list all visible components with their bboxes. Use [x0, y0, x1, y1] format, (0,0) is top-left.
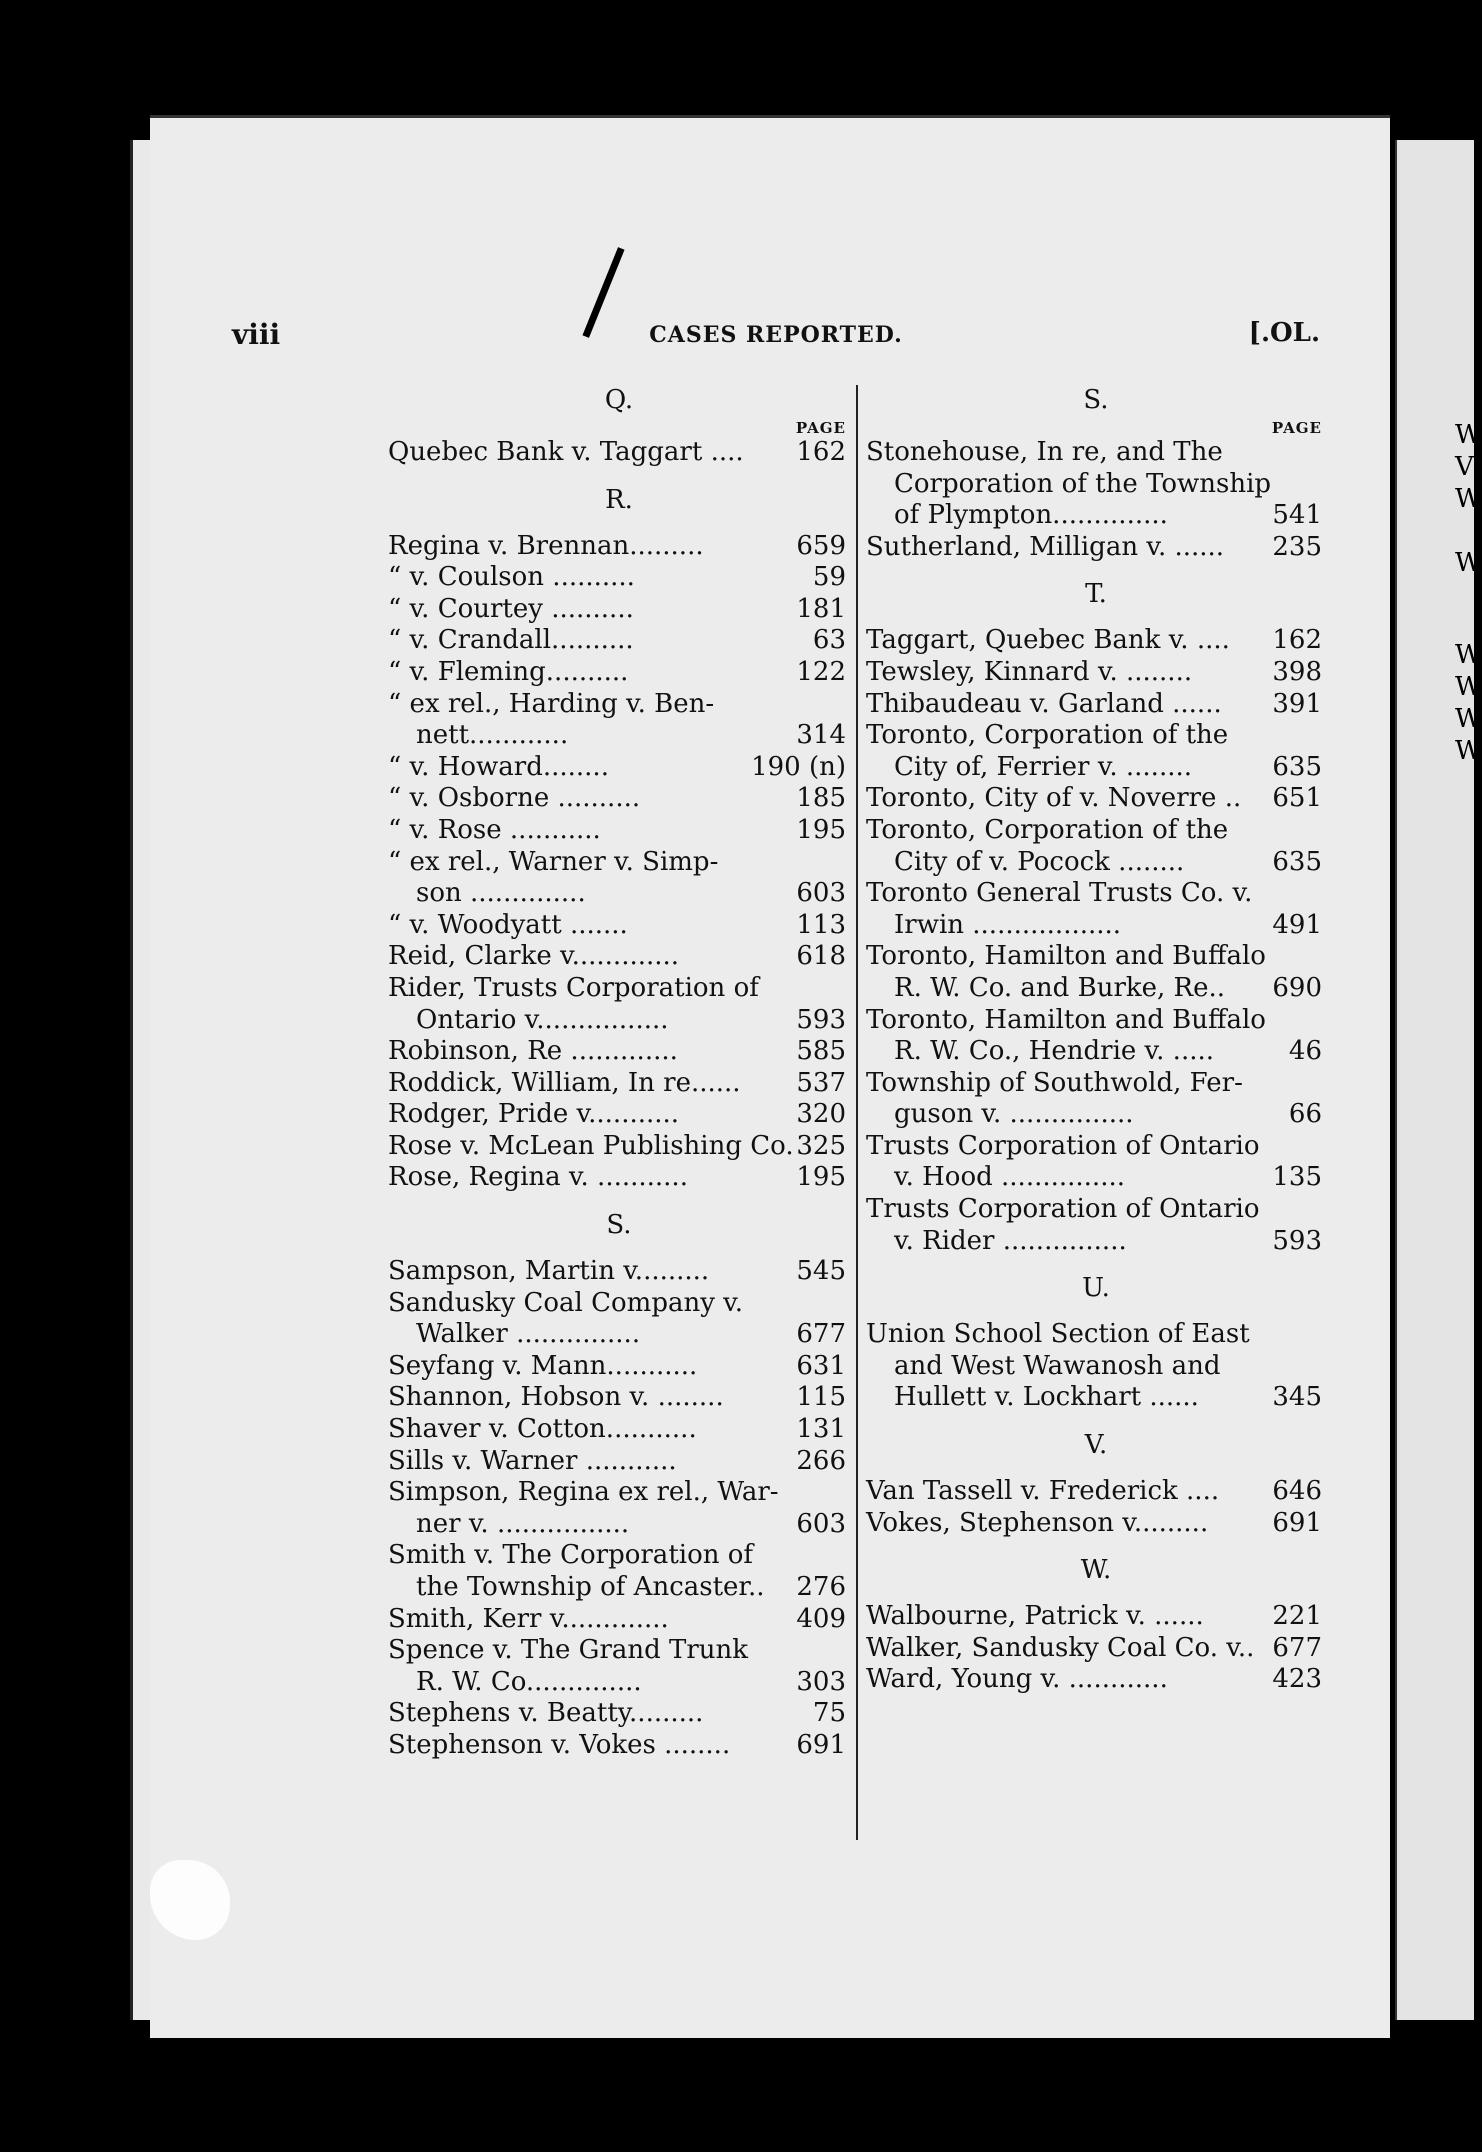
entry-text: Stephenson v. Vokes ........	[388, 1729, 731, 1760]
section-letter: R.	[605, 484, 633, 515]
entry-text: City of, Ferrier v. ........	[894, 751, 1192, 782]
entry-page-number: 491	[1272, 909, 1322, 940]
entry-page-number: 75	[812, 1698, 846, 1729]
adjacent-page-letter: W	[1455, 736, 1482, 766]
entry-page-number: 593	[796, 1004, 846, 1035]
index-entry	[388, 1162, 850, 1194]
index-entry	[388, 1698, 850, 1730]
index-entry	[388, 1446, 850, 1478]
index-entry	[388, 689, 850, 752]
index-entry	[866, 625, 1326, 657]
entry-text: “ v. Howard........	[388, 751, 609, 782]
entry-text: City of v. Pocock ........	[894, 846, 1185, 877]
entry-text: Stonehouse, In re, and The	[866, 437, 1223, 467]
index-entry	[388, 437, 850, 469]
entry-text: Toronto, Corporation of the	[866, 814, 1229, 845]
entry-text: Hullett v. Lockhart ......	[894, 1382, 1199, 1413]
entry-page-number: 651	[1272, 783, 1322, 814]
index-entry	[388, 815, 850, 847]
entry-page-number: 618	[796, 941, 846, 972]
index-entry	[388, 1604, 850, 1636]
index-entry	[388, 1730, 850, 1762]
adjacent-page-letter: W	[1455, 640, 1482, 670]
entry-page-number: 66	[1288, 1099, 1322, 1130]
entry-page-number: 162	[796, 437, 846, 467]
entry-page-number: 63	[812, 625, 846, 656]
entry-text: “ v. Woodyatt .......	[388, 909, 628, 940]
index-entry	[388, 625, 850, 657]
entry-text: son ..............	[416, 878, 586, 909]
entry-text: Smith, Kerr v.............	[388, 1603, 669, 1634]
entry-text: “ v. Coulson ..........	[388, 562, 635, 593]
index-entry	[866, 532, 1326, 564]
entry-page-number: 135	[1272, 1162, 1322, 1193]
index-entry	[866, 657, 1326, 689]
entry-page-number: 537	[796, 1067, 846, 1098]
index-entry	[866, 1601, 1326, 1633]
entry-text: Quebec Bank v. Taggart ....	[388, 437, 744, 467]
entry-page-number: 46	[1288, 1036, 1322, 1067]
index-entry	[388, 1351, 850, 1383]
index-entry	[866, 941, 1326, 1004]
adjacent-page-letter: V	[1455, 452, 1474, 482]
page-number: viii	[232, 318, 281, 351]
entry-text: Corporation of the Township	[894, 468, 1272, 499]
index-entry	[866, 1194, 1326, 1257]
index-entry	[866, 689, 1326, 721]
index-entry	[388, 562, 850, 594]
index-entry	[388, 657, 850, 689]
entry-text: Toronto General Trusts Co. v.	[866, 878, 1253, 909]
left-column	[388, 385, 850, 1762]
entry-page-number: 303	[796, 1666, 846, 1697]
entry-text: Trusts Corporation of Ontario	[866, 1130, 1260, 1161]
entry-text: Union School Section of East	[866, 1319, 1250, 1350]
page-column-label: PAGE	[1271, 419, 1322, 437]
index-entry	[388, 1036, 850, 1068]
index-entry	[866, 437, 1326, 532]
entry-page-number: 115	[796, 1382, 846, 1413]
page-column-label: PAGE	[795, 419, 846, 437]
entry-page-number: 221	[1272, 1601, 1322, 1632]
entry-text: Roddick, William, In re......	[388, 1067, 741, 1098]
entry-text: Regina v. Brennan.........	[388, 530, 704, 561]
index-entry	[388, 752, 850, 784]
entry-text: “ v. Fleming..........	[388, 656, 629, 687]
index-entry	[388, 1099, 850, 1131]
index-entry	[388, 1256, 850, 1288]
entry-text: nett............	[416, 720, 569, 751]
entry-page-number: 423	[1272, 1664, 1322, 1695]
entry-text: and West Wawanosh and	[894, 1350, 1221, 1381]
entry-text: Tewsley, Kinnard v. ........	[866, 656, 1193, 687]
index-entry	[388, 594, 850, 626]
entry-page-number: 320	[796, 1099, 846, 1130]
index-entry	[388, 1477, 850, 1540]
entry-page-number: 603	[796, 878, 846, 909]
index-entry	[388, 1131, 850, 1163]
index-entry	[866, 1476, 1326, 1508]
adjacent-page-letter: W	[1455, 420, 1482, 450]
entry-page-number: 195	[796, 1162, 846, 1193]
entry-text: Toronto, Hamilton and Buffalo	[866, 941, 1266, 972]
entry-text: Township of Southwold, Fer-	[866, 1067, 1243, 1098]
entry-text: Shannon, Hobson v. ........	[388, 1382, 724, 1413]
entry-text: Sills v. Warner ...........	[388, 1445, 677, 1476]
entry-text: Seyfang v. Mann...........	[388, 1350, 698, 1381]
entry-page-number: 276	[796, 1572, 846, 1602]
entry-text: R. W. Co..............	[416, 1666, 642, 1697]
index-entry	[388, 910, 850, 942]
entry-page-number: 409	[796, 1603, 846, 1634]
scan-background	[0, 0, 130, 2152]
index-entry	[866, 1131, 1326, 1194]
entry-text: Van Tassell v. Frederick ....	[866, 1476, 1220, 1507]
entry-text: Shaver v. Cotton...........	[388, 1414, 697, 1445]
index-entry	[388, 973, 850, 1036]
entry-text: Walker, Sandusky Coal Co. v..	[866, 1632, 1255, 1663]
entry-text: Toronto, City of v. Noverre ..	[866, 783, 1242, 814]
entry-page-number: 677	[1272, 1632, 1322, 1663]
section-letter: S.	[606, 1210, 632, 1241]
index-entry	[866, 815, 1326, 878]
entry-page-number: 585	[796, 1036, 846, 1067]
entry-text: Trusts Corporation of Ontario	[866, 1194, 1260, 1225]
entry-text: Vokes, Stephenson v.........	[866, 1507, 1209, 1538]
entry-text: Smith v. The Corporation of	[388, 1540, 754, 1571]
entry-text: Rose v. McLean Publishing Co.	[388, 1130, 794, 1161]
entry-text: Sampson, Martin v.........	[388, 1256, 710, 1287]
entry-text: Ontario v................	[416, 1004, 669, 1035]
entry-page-number: 185	[796, 783, 846, 814]
index-entry	[388, 1382, 850, 1414]
index-entry	[866, 1319, 1326, 1414]
entry-page-number: 541	[1272, 500, 1322, 531]
entry-text: the Township of Ancaster..	[416, 1572, 765, 1602]
entry-text: R. W. Co. and Burke, Re..	[894, 972, 1226, 1003]
adjacent-page-letter: W	[1455, 704, 1482, 734]
index-entry	[866, 783, 1326, 815]
entry-text: Toronto, Corporation of the	[866, 720, 1229, 751]
entry-page-number: 659	[796, 530, 846, 561]
entry-page-number: 593	[1272, 1225, 1322, 1256]
entry-text: v. Hood ...............	[894, 1162, 1125, 1193]
entry-text: Robinson, Re .............	[388, 1036, 678, 1067]
entry-text: “ v. Courtey ..........	[388, 593, 634, 624]
index-entry	[388, 1068, 850, 1100]
entry-text: ner v. ................	[416, 1508, 630, 1539]
entry-text: Taggart, Quebec Bank v. ....	[866, 625, 1230, 656]
entry-page-number: 59	[812, 562, 846, 593]
entry-text: R. W. Co., Hendrie v. .....	[894, 1036, 1214, 1067]
index-entry	[388, 941, 850, 973]
entry-page-number: 545	[796, 1256, 846, 1287]
entry-page-number: 314	[796, 720, 846, 751]
entry-text: “ v. Rose ...........	[388, 814, 601, 845]
running-header	[232, 318, 1320, 358]
entry-text: Thibaudeau v. Garland ......	[866, 688, 1222, 719]
index-entry	[866, 878, 1326, 941]
entry-text: “ v. Crandall..........	[388, 625, 634, 656]
entry-page-number: 325	[796, 1130, 846, 1161]
entry-page-number: 635	[1272, 751, 1322, 782]
entry-text: Stephens v. Beatty.........	[388, 1698, 704, 1729]
entry-text: Spence v. The Grand Trunk	[388, 1635, 749, 1666]
entry-page-number: 635	[1272, 846, 1322, 877]
entry-page-number: 131	[796, 1414, 846, 1445]
entry-page-number: 345	[1272, 1382, 1322, 1413]
entry-page-number: 391	[1272, 688, 1322, 719]
column-head-letter: Q.	[604, 385, 634, 415]
index-entry	[388, 847, 850, 910]
entry-page-number: 190 (n)	[751, 751, 846, 782]
entry-page-number: 677	[796, 1319, 846, 1350]
right-column	[866, 385, 1326, 1696]
index-entry	[866, 720, 1326, 783]
adjacent-page-letter: W	[1455, 672, 1482, 702]
index-entry	[866, 1068, 1326, 1131]
index-entry	[866, 1633, 1326, 1665]
entry-page-number: 603	[796, 1508, 846, 1539]
index-entry	[388, 1288, 850, 1351]
entry-page-number: 266	[796, 1445, 846, 1476]
index-entry	[866, 1005, 1326, 1068]
entry-text: Sutherland, Milligan v. ......	[866, 531, 1225, 562]
index-entry	[388, 783, 850, 815]
adjacent-page-letter: W	[1455, 484, 1482, 514]
index-entry	[388, 531, 850, 563]
column-head-letter: S.	[1083, 385, 1109, 415]
entry-page-number: 690	[1272, 972, 1322, 1003]
entry-page-number: 631	[796, 1350, 846, 1381]
entry-text: Walbourne, Patrick v. ......	[866, 1601, 1204, 1632]
entry-page-number: 195	[796, 814, 846, 845]
section-letter: V.	[1084, 1430, 1108, 1461]
entry-text: Ward, Young v. ............	[866, 1664, 1168, 1695]
entry-page-number: 235	[1272, 531, 1322, 562]
entry-text: of Plympton..............	[894, 500, 1168, 531]
entry-text: v. Rider ...............	[894, 1225, 1127, 1256]
entry-text: Rodger, Pride v...........	[388, 1099, 680, 1130]
entry-page-number: 162	[1272, 625, 1322, 656]
entry-page-number: 691	[796, 1729, 846, 1760]
entry-text: Sandusky Coal Company v.	[388, 1287, 744, 1318]
entry-text: Rider, Trusts Corporation of	[388, 972, 759, 1003]
entry-text: Rose, Regina v. ...........	[388, 1162, 688, 1193]
entry-page-number: 691	[1272, 1507, 1322, 1538]
column-divider	[856, 385, 858, 1840]
entry-text: Irwin ..................	[894, 909, 1122, 940]
index-entry	[866, 1508, 1326, 1540]
index-entry	[388, 1635, 850, 1698]
section-letter: T.	[1085, 579, 1107, 610]
page-title: CASES REPORTED.	[649, 322, 903, 348]
entry-text: Reid, Clarke v.............	[388, 941, 680, 972]
entry-page-number: 398	[1272, 656, 1322, 687]
entry-text: Walker ...............	[416, 1319, 641, 1350]
entry-text: guson v. ...............	[894, 1099, 1134, 1130]
entry-text: Simpson, Regina ex rel., War-	[388, 1477, 779, 1508]
index-entry	[388, 1540, 850, 1603]
volume-mark: [.OL.	[1248, 318, 1320, 348]
entry-page-number: 113	[796, 909, 846, 940]
section-letter: W.	[1080, 1555, 1112, 1586]
entry-text: “ ex rel., Harding v. Ben-	[388, 688, 715, 719]
entry-text: Toronto, Hamilton and Buffalo	[866, 1004, 1266, 1035]
index-entry	[388, 1414, 850, 1446]
entry-page-number: 646	[1272, 1476, 1322, 1507]
entry-page-number: 122	[796, 656, 846, 687]
entry-page-number: 181	[796, 593, 846, 624]
section-letter: U.	[1082, 1273, 1110, 1304]
adjacent-page-letter: W	[1455, 548, 1482, 578]
index-entry	[866, 1664, 1326, 1696]
entry-text: “ v. Osborne ..........	[388, 783, 641, 814]
entry-text: “ ex rel., Warner v. Simp-	[388, 846, 719, 877]
